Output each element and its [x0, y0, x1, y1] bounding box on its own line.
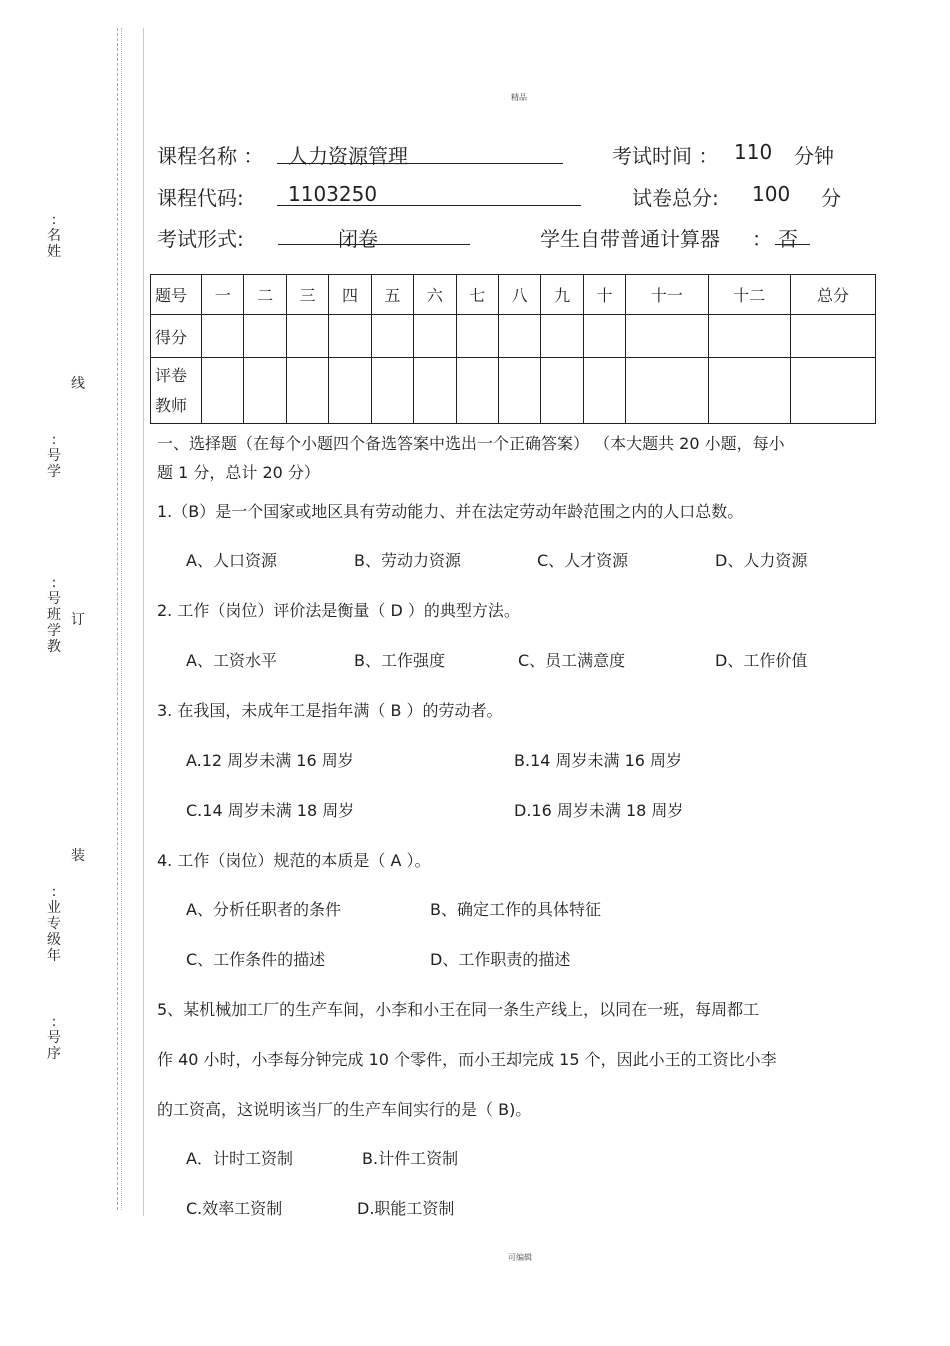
- grader-cell: [626, 358, 708, 424]
- grader-cell: [583, 358, 625, 424]
- q1-option-d: D、人力资源: [715, 551, 808, 570]
- exam-form-underline: [278, 244, 470, 245]
- course-name-underline: [277, 163, 563, 164]
- course-name-value: 人力资源管理: [288, 144, 408, 168]
- calculator-underline: [775, 244, 810, 245]
- question-5-line2: 作 40 小时，小李每分钟完成 10 个零件，而小王却完成 15 个，因此小王的工资比小李: [157, 1050, 777, 1069]
- score-cell: [244, 315, 286, 358]
- col-5: 五: [371, 275, 413, 315]
- col-4: 四: [329, 275, 371, 315]
- binding-ding-mark: 订: [71, 612, 85, 628]
- calculator-colon: ：: [752, 227, 772, 251]
- grader-cell: [708, 358, 790, 424]
- q1-option-b: B、劳动力资源: [354, 551, 461, 570]
- exam-time-unit: 分钟: [794, 144, 834, 168]
- bottom-note: 可编辑: [508, 1253, 532, 1262]
- binding-class-id-label: : 号 班 学 教: [47, 575, 61, 655]
- q2-option-b: B、工作强度: [354, 651, 445, 670]
- q2-option-d: D、工作价值: [715, 651, 808, 670]
- q4-option-a: A、分析任职者的条件: [186, 900, 341, 919]
- score-cell: [202, 315, 244, 358]
- col-3: 三: [286, 275, 328, 315]
- binding-seq-label: : 号 序: [47, 1014, 61, 1062]
- exam-time-value: 110: [734, 140, 773, 164]
- q3-option-a: A.12 周岁未满 16 周岁: [186, 751, 354, 770]
- margin-rule: [143, 28, 144, 1216]
- binding-student-id-label: : 号 学: [47, 432, 61, 480]
- score-cell: [329, 315, 371, 358]
- row-label-score: 得分: [151, 315, 202, 358]
- question-1: 1.（B）是一个国家或地区具有劳动能力、并在法定劳动年龄范围之内的人口总数。: [157, 502, 744, 521]
- col-9: 九: [541, 275, 583, 315]
- q4-option-d: D、工作职责的描述: [430, 950, 571, 969]
- q5-option-a: A．计时工资制: [186, 1149, 293, 1168]
- q1-option-c: C、人才资源: [537, 551, 629, 570]
- score-cell: [583, 315, 625, 358]
- grader-cell: [329, 358, 371, 424]
- q2-option-a: A、工资水平: [186, 651, 277, 670]
- score-cell: [708, 315, 790, 358]
- row-label-grader-1: 评卷: [155, 365, 188, 385]
- grader-cell: [371, 358, 413, 424]
- question-4: 4. 工作（岗位）规范的本质是（ A ）。: [157, 851, 431, 870]
- q5-option-d: D.职能工资制: [357, 1199, 455, 1218]
- exam-form-label: 考试形式:: [157, 227, 244, 251]
- question-3: 3. 在我国，未成年工是指年满（ B ）的劳动者。: [157, 701, 503, 720]
- calculator-value: 否: [778, 227, 798, 251]
- course-code-label: 课程代码:: [157, 186, 244, 210]
- question-5-line1: 5、某机械加工厂的生产车间，小李和小王在同一条生产线上，以同在一班，每周都工: [157, 1000, 760, 1019]
- q3-option-b: B.14 周岁未满 16 周岁: [514, 751, 683, 770]
- q4-option-b: B、确定工作的具体特征: [430, 900, 601, 919]
- col-10: 十: [583, 275, 625, 315]
- grader-cell: [244, 358, 286, 424]
- exam-form-value: 闭卷: [338, 227, 378, 251]
- course-code-underline: [277, 205, 581, 206]
- col-12: 十二: [708, 275, 790, 315]
- section-title-line1: 一、选择题（在每个小题四个备选答案中选出一个正确答案） （本大题共 20 小题，每小: [157, 434, 785, 453]
- course-code-value: 1103250: [288, 182, 378, 206]
- q3-option-d: D.16 周岁未满 18 周岁: [514, 801, 684, 820]
- question-5-line3: 的工资高，这说明该当厂的生产车间实行的是（ B)。: [157, 1100, 532, 1119]
- section-title-line2: 题 1 分，总计 20 分）: [157, 463, 320, 482]
- grader-cell: [286, 358, 328, 424]
- score-cell: [286, 315, 328, 358]
- grader-cell: [414, 358, 456, 424]
- row-label-question-no: 题号: [151, 275, 202, 315]
- col-total: 总分: [791, 275, 876, 315]
- score-table-header-row: [151, 275, 876, 315]
- score-cell: [791, 315, 876, 358]
- score-cell: [626, 315, 708, 358]
- col-1: 一: [202, 275, 244, 315]
- grader-row: [151, 358, 876, 424]
- grader-cell: [791, 358, 876, 424]
- exam-time-label: 考试时间 ：: [612, 144, 719, 168]
- total-score-value: 100: [752, 182, 791, 206]
- row-label-grader: [151, 358, 202, 424]
- score-row: [151, 315, 876, 358]
- q4-option-c: C、工作条件的描述: [186, 950, 326, 969]
- score-cell: [371, 315, 413, 358]
- binding-zhuang-mark: 装: [71, 848, 85, 864]
- col-7: 七: [456, 275, 498, 315]
- total-score-unit: 分: [821, 186, 841, 210]
- row-label-grader-2: 教师: [155, 395, 188, 415]
- q5-option-c: C.效率工资制: [186, 1199, 283, 1218]
- score-cell: [414, 315, 456, 358]
- question-2: 2. 工作（岗位）评价法是衡量（ D ）的典型方法。: [157, 601, 520, 620]
- binding-name-label: : 名 姓: [47, 212, 61, 260]
- q2-option-c: C、员工满意度: [518, 651, 626, 670]
- grader-cell: [498, 358, 540, 424]
- q5-option-b: B.计件工资制: [362, 1149, 459, 1168]
- calculator-label: 学生自带普通计算器: [540, 227, 720, 251]
- col-8: 八: [498, 275, 540, 315]
- binding-line-mark: 线: [71, 376, 85, 392]
- score-cell: [456, 315, 498, 358]
- col-6: 六: [414, 275, 456, 315]
- score-table: [150, 274, 876, 424]
- score-cell: [498, 315, 540, 358]
- binding-major-year-label: : 业 专 级 年: [47, 884, 61, 964]
- course-name-label: 课程名称 ：: [157, 144, 264, 168]
- col-11: 十一: [626, 275, 708, 315]
- grader-cell: [456, 358, 498, 424]
- top-note: 精品: [511, 93, 527, 102]
- q3-option-c: C.14 周岁未满 18 周岁: [186, 801, 355, 820]
- binding-dotted-line-inner: [121, 28, 122, 1210]
- score-cell: [541, 315, 583, 358]
- grader-cell: [541, 358, 583, 424]
- binding-dotted-line: [117, 28, 118, 1210]
- grader-cell: [202, 358, 244, 424]
- total-score-label: 试卷总分:: [632, 186, 719, 210]
- col-2: 二: [244, 275, 286, 315]
- q1-option-a: A、人口资源: [186, 551, 277, 570]
